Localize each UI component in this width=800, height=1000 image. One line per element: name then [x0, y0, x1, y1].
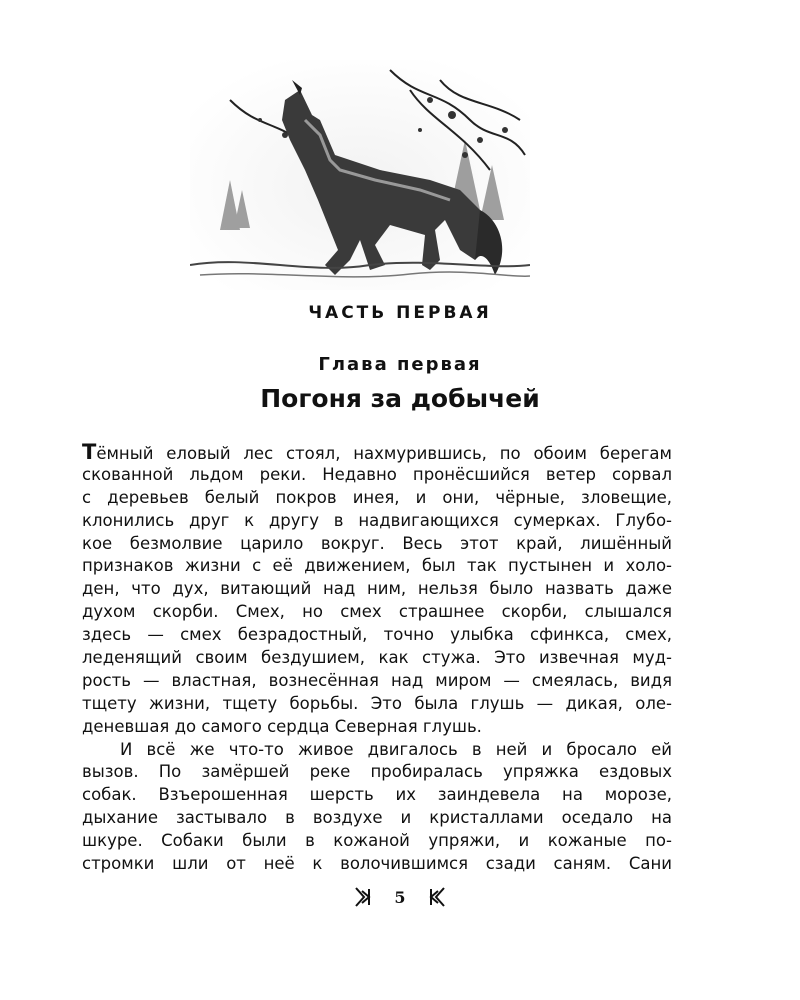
part-title: ЧАСТЬ ПЕРВАЯ	[308, 303, 492, 323]
text-line: стромки шли от неё к волочившимся сзади саням. Сани	[82, 854, 672, 874]
text-line: духом скорби. Смех, но смех страшнее скорби, слышался	[82, 602, 672, 622]
text-line: рость — властная, вознесённая над миром — смеялась, видя	[82, 670, 672, 690]
text-line: собак. Взъерошенная шерсть их заиндевела на морозе,	[82, 785, 672, 805]
left-ornament-icon	[353, 886, 375, 908]
text-line: с деревьев белый покров инея, и они, чёрные, зловещие,	[82, 487, 672, 507]
text-line: И всё же что-то живое двигалось в ней и бросало ей	[120, 739, 672, 759]
right-ornament-icon	[425, 886, 447, 908]
chapter-number: Глава первая	[318, 354, 482, 375]
text-line: тщету жизни, тщету борьбы. Это была глушь — дикая, оле-	[82, 693, 672, 713]
text-line: признаков жизни с её движением, был так пустынен и холо-	[82, 556, 672, 576]
text-line: кое безмолвие царило вокруг. Весь этот край, лишённый	[82, 533, 672, 553]
text-line: вызов. По замёршей реке пробиралась упряжка ездовых	[82, 762, 672, 782]
chapter-title: Погоня за добычей	[260, 384, 540, 413]
page-number-block	[0, 886, 800, 908]
text-line: ден, что дух, витающий над ним, нельзя было назвать даже	[82, 579, 672, 599]
text-line: дыхание застывало в воздухе и кристаллами оседало на	[82, 808, 672, 828]
wolf-illustration	[190, 60, 530, 290]
drop-cap: Т	[82, 440, 97, 464]
body-text	[82, 441, 672, 876]
text-line: здесь — смех безрадостный, точно улыбка сфинкса, смех,	[82, 625, 672, 645]
text-line: леденящий своим бездушием, как стужа. Это извечная муд-	[82, 648, 672, 668]
text-line: шкуре. Собаки были в кожаной упряжи, и кожаные по-	[82, 831, 672, 851]
page-number: 5	[394, 887, 406, 907]
text-line: деневшая до самого сердца Северная глушь.	[82, 716, 482, 736]
text-line: скованной льдом реки. Недавно пронёсшийся ветер сорвал	[82, 464, 672, 484]
text-line: Тёмный еловый лес стоял, нахмурившись, по обоим берегам	[82, 440, 672, 464]
text-line: клонились друг к другу в надвигающихся сумерках. Глубо-	[82, 510, 672, 530]
